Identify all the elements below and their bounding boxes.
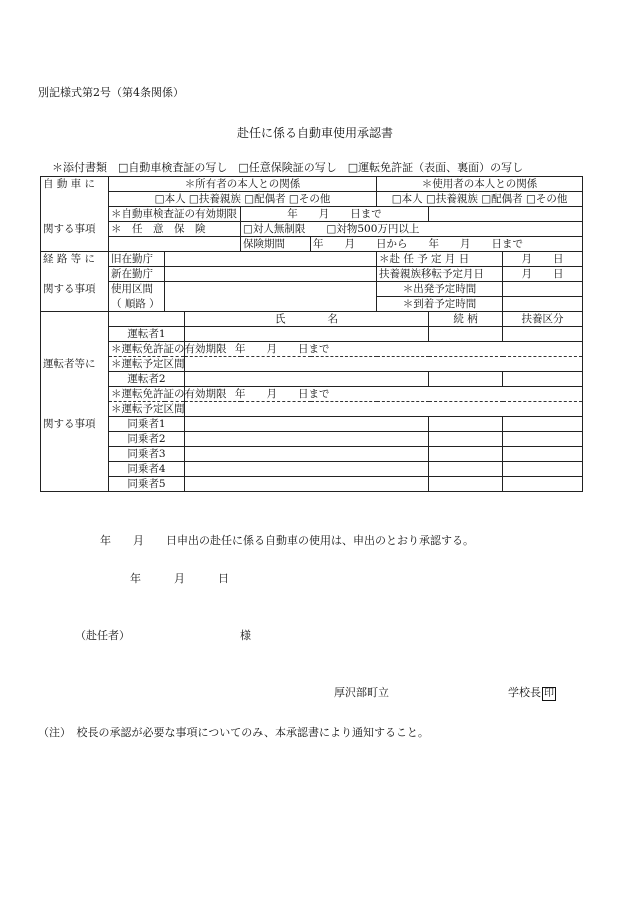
passenger5-label: 同乗者5 [109, 477, 185, 492]
car-section-label-2: 関する事項 [41, 222, 109, 237]
departure-time-label: ＊出発予定時間 [377, 282, 503, 297]
passenger1-label: 同乗者1 [109, 417, 185, 432]
passenger4-name-field[interactable] [185, 462, 429, 477]
driver2-label: 運転者2 [109, 372, 185, 387]
principal-signature [508, 684, 556, 701]
appointee-label: （赴任者） [75, 629, 130, 642]
passenger3-dependent-field[interactable] [503, 447, 583, 462]
passenger4-relation-field[interactable] [429, 462, 503, 477]
principal-label: 学校長 [508, 686, 541, 699]
drivers-header-blank [109, 312, 185, 327]
driver1-dependent-field[interactable] [503, 327, 583, 342]
passenger1-name-field[interactable] [185, 417, 429, 432]
owner-relation-header: ＊所有者の本人との関係 [109, 177, 377, 192]
driver1-name-field[interactable] [185, 327, 429, 342]
passenger3-label: 同乗者3 [109, 447, 185, 462]
passenger3-name-field[interactable] [185, 447, 429, 462]
insurance-period-label: 保険期間 [241, 237, 311, 252]
route-section-spacer [41, 267, 109, 282]
drivers-section-spacer [41, 342, 109, 357]
route-section-label-1: 経 路 等 に [41, 252, 109, 267]
use-section-label: 使用区間 [109, 282, 165, 297]
dependent-column-header: 扶養区分 [503, 312, 583, 327]
drivers-section-spacer [41, 312, 109, 327]
arrival-time-label: ＊到着予定時間 [377, 297, 503, 312]
user-relation-options[interactable]: □本人 □扶養親族 □配偶者 □その他 [377, 192, 583, 207]
driver2-route-label: ＊運転予定区間 [109, 402, 185, 417]
approval-date-line: 年 月 日 [130, 572, 229, 585]
departure-time-value[interactable] [503, 282, 583, 297]
passenger5-name-field[interactable] [185, 477, 429, 492]
old-office-field[interactable] [165, 252, 377, 267]
passenger2-name-field[interactable] [185, 432, 429, 447]
inspection-expiry-value[interactable]: 年 月 日まで [241, 207, 429, 222]
passenger1-dependent-field[interactable] [503, 417, 583, 432]
user-relation-header: ＊使用者の本人との関係 [377, 177, 583, 192]
passenger1-relation-field[interactable] [429, 417, 503, 432]
car-section-spacer [41, 207, 109, 222]
drivers-section-label-1: 運転者等に [41, 357, 109, 372]
driver1-license-value[interactable]: 年 月 日まで [185, 342, 583, 357]
drivers-section-spacer [41, 387, 109, 402]
use-section-field[interactable] [165, 282, 377, 312]
driver2-route-field[interactable] [185, 402, 583, 417]
drivers-section-spacer [41, 477, 109, 492]
inspection-expiry-label: ＊自動車検査証の有効期限 [109, 207, 241, 222]
inspection-expiry-blank [429, 207, 583, 222]
car-section-label-1: 自 動 車 に [41, 177, 109, 192]
appointment-date-label: ＊赴 任 予 定 月 日 [377, 252, 503, 267]
new-office-label: 新在勤庁 [109, 267, 165, 282]
approval-statement: 年 月 日申出の赴任に係る自動車の使用は、申出のとおり承認する。 [100, 534, 474, 547]
drivers-section-spacer [41, 432, 109, 447]
note-line: （注） 校長の承認が必要な事項についてのみ、本承認書により通知すること。 [38, 726, 429, 739]
passenger4-dependent-field[interactable] [503, 462, 583, 477]
driver1-license-label: ＊運転免許証の有効期限 [109, 342, 185, 357]
drivers-section-spacer [41, 327, 109, 342]
passenger3-relation-field[interactable] [429, 447, 503, 462]
attachments-line: ＊添付書類 □自動車検査証の写し □任意保険証の写し □運転免許証（表面、裏面）の写し [52, 161, 524, 174]
owner-relation-options[interactable]: □本人 □扶養親族 □配偶者 □その他 [109, 192, 377, 207]
driver1-relation-field[interactable] [429, 327, 503, 342]
arrival-time-value[interactable] [503, 297, 583, 312]
drivers-section-label-2: 関する事項 [41, 417, 109, 432]
passenger5-dependent-field[interactable] [503, 477, 583, 492]
passenger2-dependent-field[interactable] [503, 432, 583, 447]
document-title: 赴任に係る自動車使用承認書 [236, 126, 393, 140]
driver2-name-field[interactable] [185, 372, 429, 387]
driver1-route-label: ＊運転予定区間 [109, 357, 185, 372]
seal-stamp: 印 [544, 688, 554, 699]
route-section-label-2: 関する事項 [41, 282, 109, 297]
family-move-date-value[interactable]: 月 日 [503, 267, 583, 282]
new-office-field[interactable] [165, 267, 377, 282]
driver2-dependent-field[interactable] [503, 372, 583, 387]
insurance-period-spacer [109, 237, 241, 252]
passenger2-relation-field[interactable] [429, 432, 503, 447]
relation-column-header: 続 柄 [429, 312, 503, 327]
passenger4-label: 同乗者4 [109, 462, 185, 477]
driver2-license-label: ＊運転免許証の有効期限 [109, 387, 185, 402]
driver1-route-field[interactable] [185, 357, 583, 372]
drivers-section-spacer [41, 462, 109, 477]
application-form-table [40, 176, 583, 492]
route-section-spacer [41, 297, 109, 312]
driver1-label: 運転者1 [109, 327, 185, 342]
insurance-label: ＊ 任 意 保 険 [109, 222, 241, 237]
driver2-relation-field[interactable] [429, 372, 503, 387]
old-office-label: 旧在勤庁 [109, 252, 165, 267]
insurance-period-value[interactable]: 年 月 日から 年 月 日まで [311, 237, 583, 252]
insurance-options[interactable]: □対人無制限 □対物500万円以上 [241, 222, 583, 237]
appointment-date-value[interactable]: 月 日 [503, 252, 583, 267]
drivers-section-spacer [41, 372, 109, 387]
car-section-spacer [41, 192, 109, 207]
use-section-label-2: （ 順路 ） [109, 297, 165, 312]
car-section-spacer [41, 237, 109, 252]
family-move-date-label: 扶養親族移転予定月日 [377, 267, 503, 282]
passenger5-relation-field[interactable] [429, 477, 503, 492]
form-label: 別記様式第2号（第4条関係） [38, 86, 184, 99]
honorific-sama: 様 [240, 629, 251, 642]
drivers-section-spacer [41, 402, 109, 417]
name-column-header: 氏 名 [185, 312, 429, 327]
passenger2-label: 同乗者2 [109, 432, 185, 447]
driver2-license-value[interactable]: 年 月 日まで [185, 387, 583, 402]
town-name: 厚沢部町立 [334, 686, 389, 699]
drivers-section-spacer [41, 447, 109, 462]
